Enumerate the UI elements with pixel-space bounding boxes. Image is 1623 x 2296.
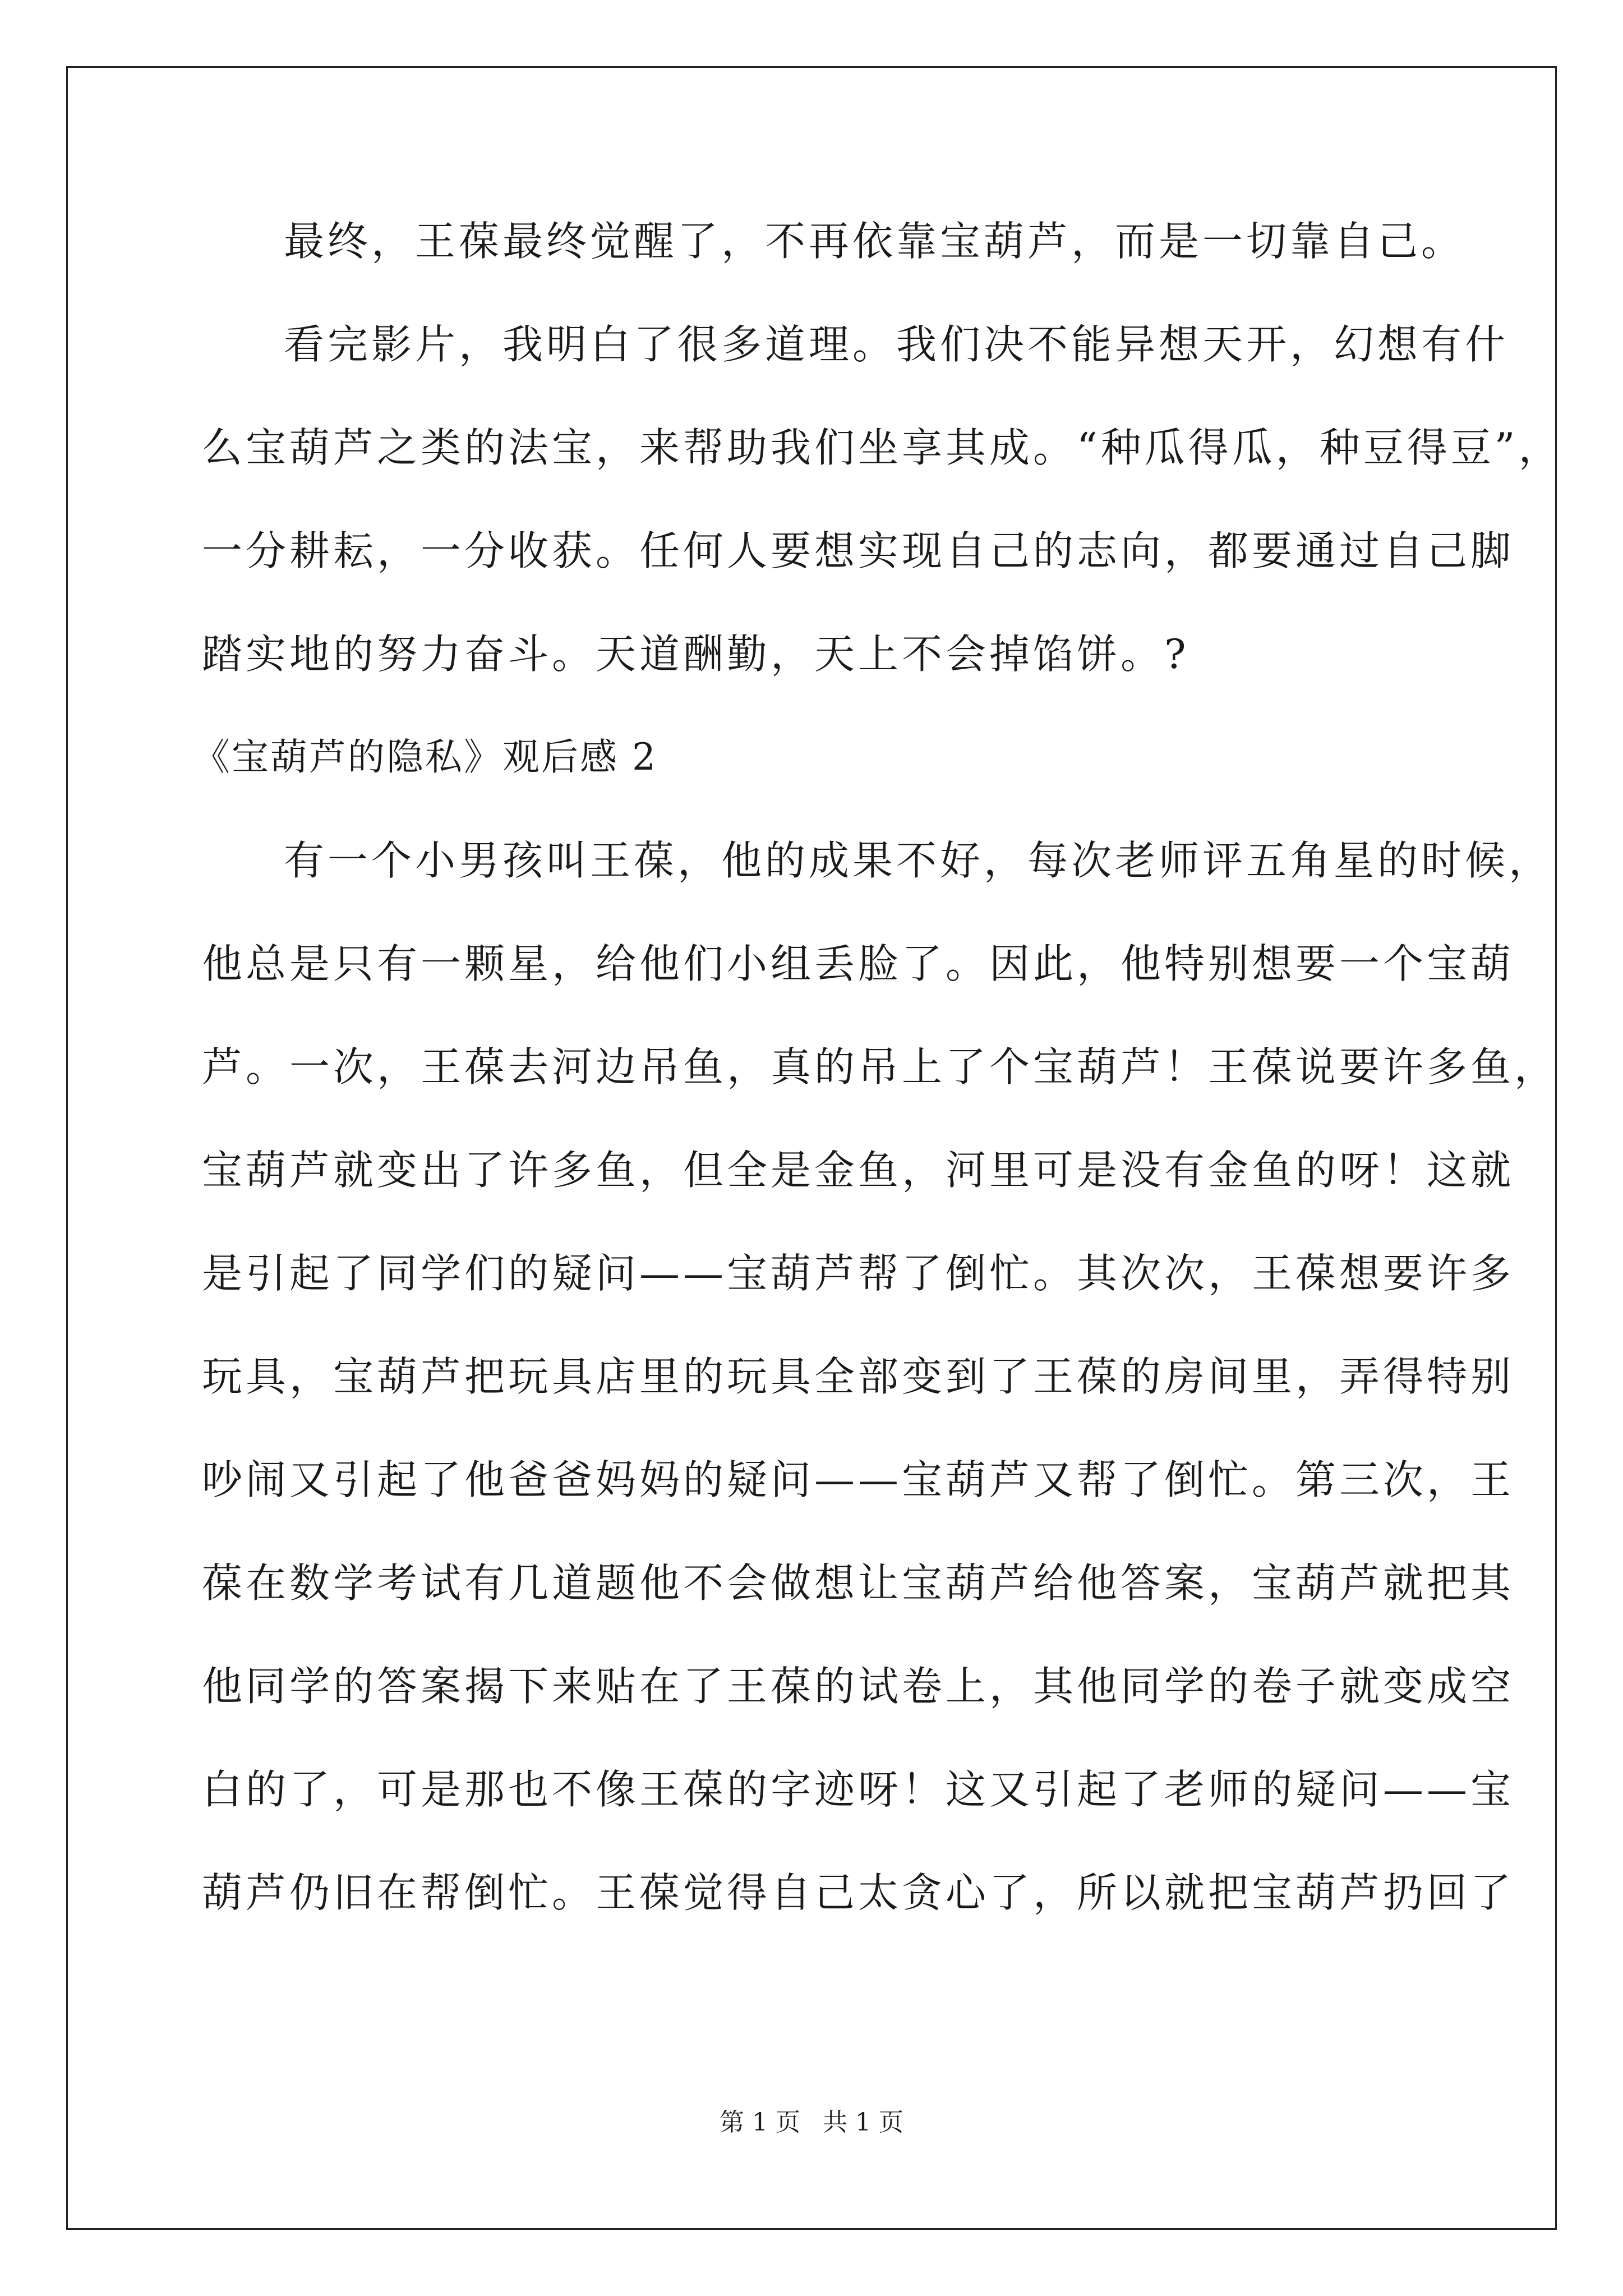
paragraph-line: 有一个小男孩叫王葆，他的成果不好，每次老师评五角星的时候，	[284, 837, 1553, 884]
paragraph-line: 宝葫芦就变出了许多鱼，但全是金鱼，河里可是没有金鱼的呀！这就	[202, 1147, 1515, 1194]
paragraph-line: 他同学的答案揭下来贴在了王葆的试卷上，其他同学的卷子就变成空	[202, 1663, 1515, 1710]
paragraph-line: 么宝葫芦之类的法宝，来帮助我们坐享其成。“种瓜得瓜，种豆得豆”，	[202, 424, 1562, 471]
document-body	[193, 213, 1562, 1968]
paragraph-line: 芦。一次，王葆去河边吊鱼，真的吊上了个宝葫芦！王葆说要许多鱼，	[202, 1043, 1559, 1091]
page-footer	[0, 2107, 1623, 2138]
paragraph-line: 吵闹又引起了他爸爸妈妈的疑问——宝葫芦又帮了倒忙。第三次，王	[202, 1456, 1515, 1503]
page-total: 共 1 页	[823, 2108, 903, 2137]
paragraph-line: 一分耕耘，一分收获。任何人要想实现自己的志向，都要通过自己脚	[202, 527, 1515, 574]
paragraph-line: 最终，王葆最终觉醒了，不再依靠宝葫芦，而是一切靠自己。	[284, 218, 1465, 265]
paragraph-line: 看完影片，我明白了很多道理。我们决不能异想天开，幻想有什	[284, 321, 1509, 368]
paragraph-line: 踏实地的努力奋斗。天道酬勤，天上不会掉馅饼。?	[202, 631, 1189, 678]
paragraph-line: 葆在数学考试有几道题他不会做想让宝葫芦给他答案，宝葫芦就把其	[202, 1559, 1515, 1607]
page-number: 第 1 页	[720, 2108, 800, 2137]
paragraph-line: 白的了，可是那也不像王葆的字迹呀！这又引起了老师的疑问——宝	[202, 1766, 1515, 1813]
paragraph-line: 他总是只有一颗星，给他们小组丢脸了。因此，他特别想要一个宝葫	[202, 940, 1515, 987]
paragraph-line: 葫芦仍旧在帮倒忙。王葆觉得自己太贪心了，所以就把宝葫芦扔回了	[202, 1869, 1515, 1916]
paragraph-line: 是引起了同学们的疑问——宝葫芦帮了倒忙。其次次，王葆想要许多	[202, 1250, 1515, 1297]
section-heading: 《宝葫芦的隐私》观后感 2	[193, 735, 657, 779]
paragraph-line: 玩具，宝葫芦把玩具店里的玩具全部变到了王葆的房间里，弄得特别	[202, 1353, 1515, 1400]
